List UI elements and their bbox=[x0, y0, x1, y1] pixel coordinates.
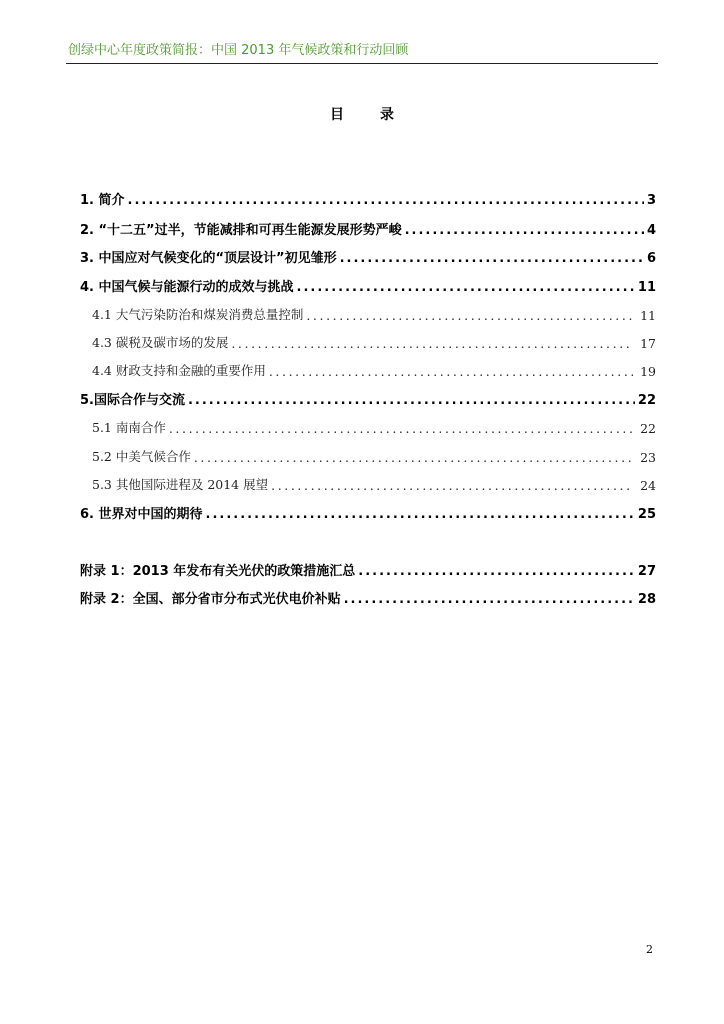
toc-entry-page: 25 bbox=[637, 507, 656, 522]
toc-entry-label: 5.1 南南合作 bbox=[92, 420, 166, 435]
toc-entry-1[interactable] bbox=[80, 188, 656, 208]
toc-entry-5-3[interactable] bbox=[92, 473, 656, 493]
toc-leader-dots bbox=[405, 223, 644, 238]
toc-entry-page: 23 bbox=[640, 450, 656, 465]
toc-entry-5-1[interactable] bbox=[92, 416, 656, 436]
toc-entry-label: 5.3 其他国际进程及 2014 展望 bbox=[92, 477, 269, 492]
toc-leader-dots bbox=[269, 364, 633, 379]
toc-entry-label: 1. 简介 bbox=[80, 193, 125, 208]
toc-entry-label: 附录 2：全国、部分省市分布式光伏电价补贴 bbox=[80, 592, 341, 607]
toc-entry-4-1[interactable] bbox=[92, 303, 656, 323]
toc-entry-page: 22 bbox=[640, 421, 656, 436]
toc-leader-dots bbox=[231, 336, 633, 351]
toc-leader-dots bbox=[306, 308, 633, 323]
toc-entry-page: 19 bbox=[640, 364, 656, 379]
toc-entry-6[interactable] bbox=[80, 502, 656, 522]
toc-leader-dots bbox=[169, 421, 633, 436]
toc-entry-page: 24 bbox=[640, 478, 656, 493]
toc-entry-3[interactable] bbox=[80, 246, 656, 266]
page-number: 2 bbox=[646, 943, 653, 956]
toc-entry-page: 17 bbox=[640, 336, 656, 351]
toc-leader-dots bbox=[194, 450, 633, 465]
toc-entry-4-4[interactable] bbox=[92, 359, 656, 379]
toc-leader-dots bbox=[128, 193, 644, 208]
toc-entry-label: 6. 世界对中国的期待 bbox=[80, 507, 203, 522]
toc-entry-label: 附录 1：2013 年发布有关光伏的政策措施汇总 bbox=[80, 564, 356, 579]
toc-leader-dots bbox=[340, 251, 644, 266]
toc-entry-page: 6 bbox=[646, 251, 656, 266]
toc-entry-4[interactable] bbox=[80, 275, 656, 295]
toc-leader-dots bbox=[297, 280, 635, 295]
toc-entry-5-2[interactable] bbox=[92, 445, 656, 465]
header-rule bbox=[66, 63, 658, 64]
toc-entry-label: 4.4 财政支持和金融的重要作用 bbox=[92, 363, 266, 378]
toc-entry-page: 4 bbox=[646, 223, 656, 238]
toc-entry-page: 22 bbox=[637, 393, 656, 408]
toc-entry-label: 5.国际合作与交流 bbox=[80, 393, 185, 408]
toc-leader-dots bbox=[188, 393, 635, 408]
toc-entry-5[interactable] bbox=[80, 388, 656, 408]
toc-entry-label: 4.3 碳税及碳市场的发展 bbox=[92, 335, 229, 350]
toc-leader-dots bbox=[206, 507, 635, 522]
toc-entry-label: 5.2 中美气候合作 bbox=[92, 449, 191, 464]
toc-entry-4-3[interactable] bbox=[92, 331, 656, 351]
toc-entry-page: 28 bbox=[637, 592, 656, 607]
toc-entry-label: 4.1 大气污染防治和煤炭消费总量控制 bbox=[92, 307, 304, 322]
toc-entry-page: 11 bbox=[637, 280, 656, 295]
toc-entry-page: 3 bbox=[646, 193, 656, 208]
toc-entry-page: 11 bbox=[640, 308, 656, 323]
toc-entry-label: 2. “十二五”过半，节能减排和可再生能源发展形势严峻 bbox=[80, 223, 402, 238]
toc-appendix-1[interactable] bbox=[80, 559, 656, 579]
toc-leader-dots bbox=[344, 592, 635, 607]
toc-leader-dots bbox=[358, 564, 635, 579]
toc-entry-page: 27 bbox=[637, 564, 656, 579]
toc-appendix-2[interactable] bbox=[80, 587, 656, 607]
toc-entry-label: 4. 中国气候与能源行动的成效与挑战 bbox=[80, 280, 294, 295]
toc-entry-2[interactable] bbox=[80, 218, 656, 238]
toc-title: 目录 bbox=[330, 107, 430, 123]
document-header: 创绿中心年度政策简报：中国 2013 年气候政策和行动回顾 bbox=[68, 43, 409, 58]
toc-entry-label: 3. 中国应对气候变化的“顶层设计”初见雏形 bbox=[80, 251, 337, 266]
toc-leader-dots bbox=[271, 478, 633, 493]
